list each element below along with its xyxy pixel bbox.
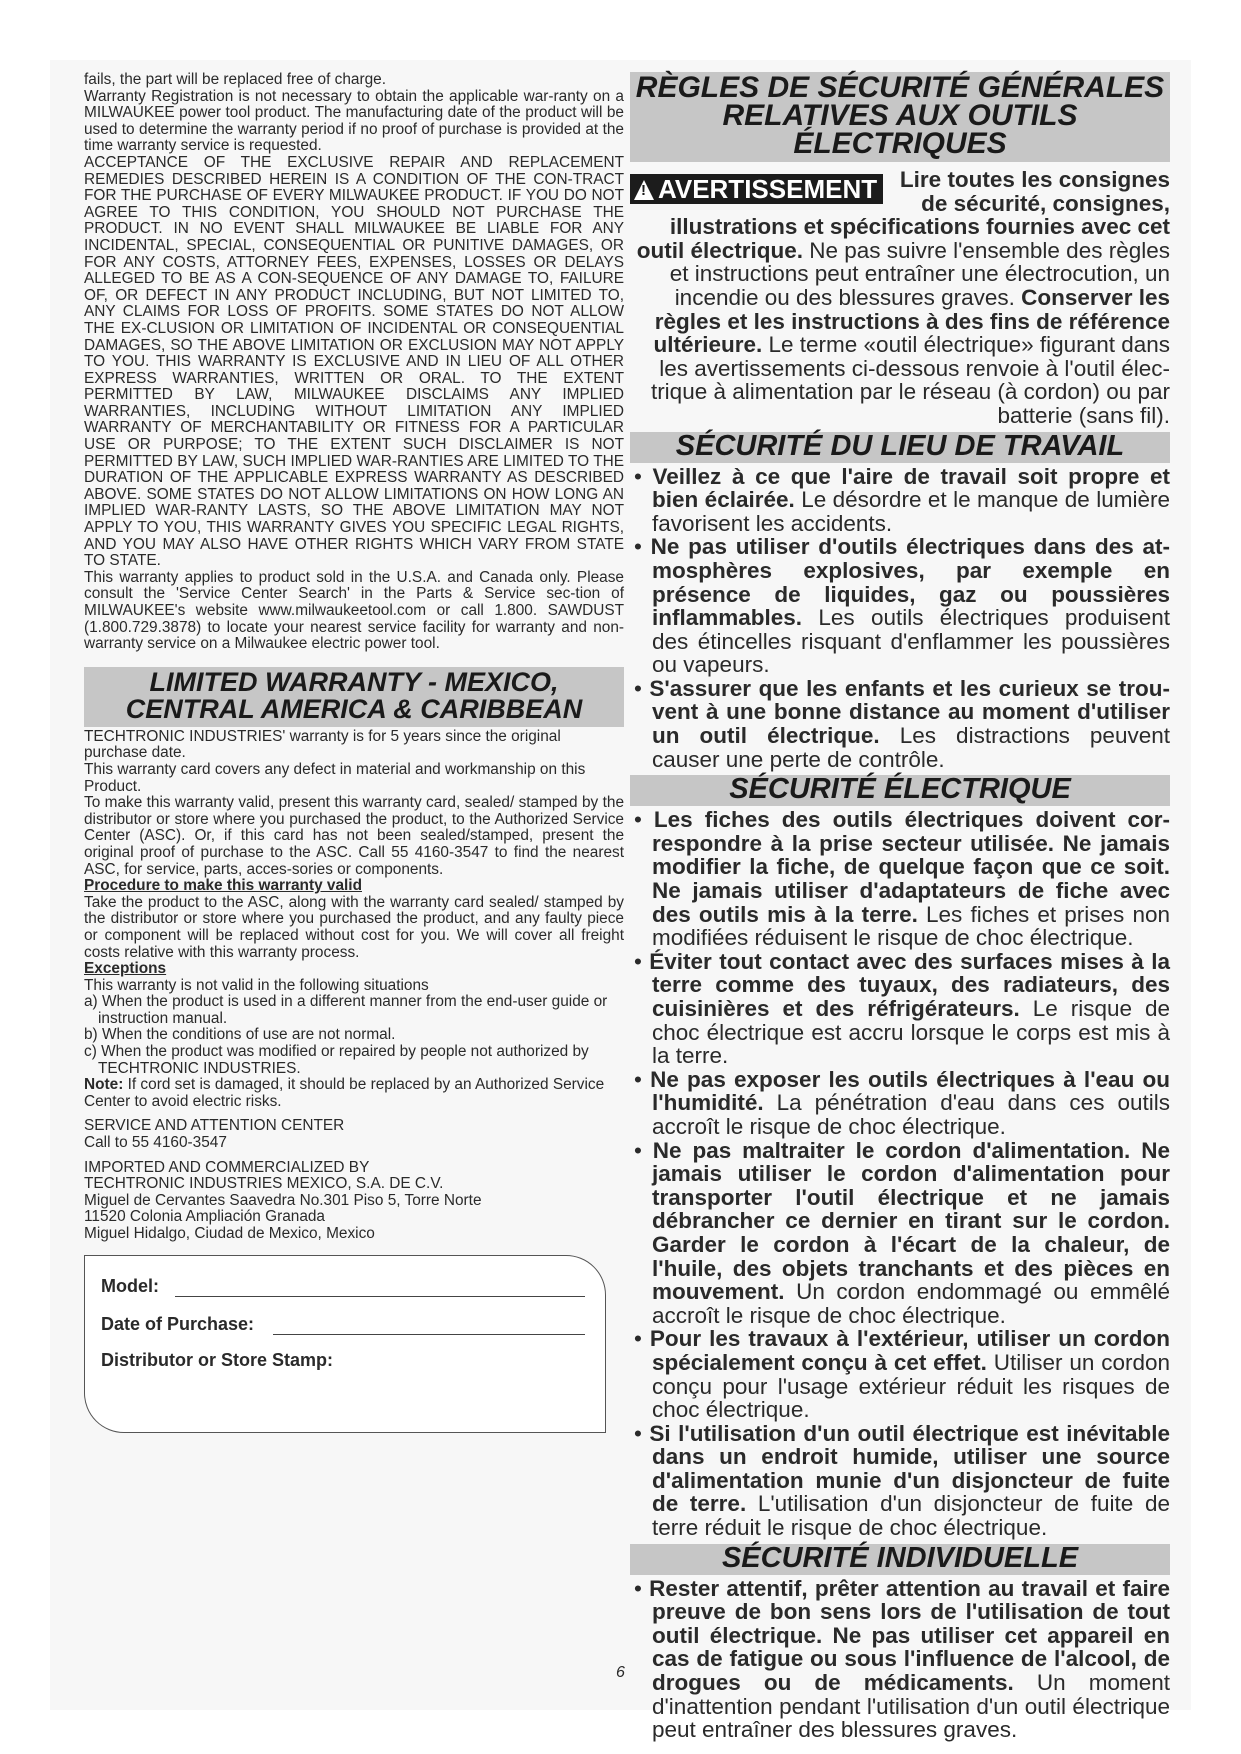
electrical-bullet-1: • Les fiches des outils électriques doivent cor-respondre à la prise secteur utilisée. Ne jamais modifier la fiche, de quelque façon que ce soit. Ne jamais utiliser d'adaptateurs de fiche avec des outils mis à la terre. Les fiches et prises non modifiées réduisent le risque de choc électrique.: [634, 807, 1170, 951]
electrical-bullet-2: • Éviter tout contact avec des surfaces mises à la terre comme des tuyaux, des radiateurs, des cuisinières et des réfrigérateurs. Le risque de choc électrique est accru lorsque le corps est mis à la terre.: [634, 948, 1170, 1069]
electrical-bullet-5: • Pour les travaux à l'extérieur, utiliser un cordon spécialement conçu à cet effet. Utiliser un cordon conçu pour l'usage extérieur réduit les risques de choc électrique.: [634, 1326, 1170, 1423]
warranty-card-box: [84, 1255, 606, 1433]
warning-block: [630, 168, 1170, 428]
exclusive-remedies-paragraph: ACCEPTANCE OF THE EXCLUSIVE REPAIR AND REPLACEMENT REMEDIES DESCRIBED HEREIN IS A CONDITION OF THE CON-TRACT FOR THE PURCHASE OF EVERY MILWAUKEE PRODUCT. IF YOU DO NOT AGREE TO THIS CONDITION, YOU SHOULD NOT PURCHASE THE PRODUCT. IN NO EVENT SHALL MILWAUKEE BE LIABLE FOR ANY INCIDENTAL, SPECIAL, CONSEQUENTIAL OR PUNITIVE DAMAGES, OR FOR ANY COSTS, ATTORNEY FEES, EXPENSES, LOSSES OR DELAYS ALLEGED TO BE AS A CON-SEQUENCE OF ANY DAMAGE TO, FAILURE OF, OR DEFECT IN ANY PRODUCT INCLUDING, BUT NOT LIMITED TO, ANY CLAIMS FOR LOSS OF PROFITS. SOME STATES DO NOT ALLOW THE EX-CLUSION OR LIMITATION OF INCIDENTAL OR CONSEQUENTIAL DAMAGES, SO THE ABOVE LIMITATION OR EXCLUSION MAY NOT APPLY TO YOU. THIS WARRANTY IS EXCLUSIVE AND IN LIEU OF ALL OTHER EXPRESS WARRANTIES, WRITTEN OR ORAL. TO THE EXTENT PERMITTED BY LAW, MILWAUKEE DISCLAIMS ANY IMPLIED WARRANTIES, INCLUDING WITHOUT LIMITATION ANY IMPLIED WARRANTY OF MERCHANTABILITY OR FITNESS FOR A PARTICULAR USE OR PURPOSE; TO THE EXTENT SUCH DISCLAIMER IS NOT PERMITTED BY LAW, SUCH IMPLIED WAR-RANTIES ARE LIMITED TO THE DURATION OF THE APPLICABLE EXPRESS WARRANTY AS DESCRIBED ABOVE. SOME STATES DO NOT ALLOW LIMITATIONS ON HOW LONG AN IMPLIED WAR-RANTY LASTS, SO THE ABOVE LIMITATION MAY NOT APPLY TO YOU, THIS WARRANTY GIVES YOU SPECIFIC LEGAL RIGHTS, AND YOU MAY ALSO HAVE OTHER RIGHTS WHICH VARY FROM STATE TO STATE.: [84, 153, 624, 570]
registration-paragraph: Warranty Registration is not necessary to obtain the applicable war-ranty on a MILWAUKEE power tool product. The manufacturing date of the product will be used to determine the warranty period if no proof of purchase is provided at the time warranty service is requested.: [84, 87, 624, 155]
warning-bold-2: Conserver les règles et les instructions à des fins de référence ultérieure.: [653, 284, 1170, 358]
limited-warranty-heading: LIMITED WARRANTY - MEXICO, CENTRAL AMERICA & CARIBBEAN: [84, 667, 624, 727]
importer-city: Miguel Hidalgo, Ciudad de Mexico, Mexico: [84, 1225, 375, 1242]
date-of-purchase-field[interactable]: [273, 1334, 585, 1335]
importer-title: IMPORTED AND COMMERCIALIZED BY: [84, 1158, 370, 1176]
service-center-phone: Call to 55 4160-3547: [84, 1134, 227, 1152]
procedure-text: Take the product to the ASC, along with the warranty card sealed/ stamped by the distributor or store where you purchased the product, and any faulty piece or component will be replaced without cost for you. We will cover all freight costs relative with this warranty process.: [84, 893, 624, 961]
warning-triangle-icon: [634, 180, 654, 200]
note-label: Note:: [84, 1076, 124, 1094]
store-stamp-label: Distributor or Store Stamp:: [101, 1349, 334, 1370]
electrical-safety-heading: SÉCURITÉ ÉLECTRIQUE: [630, 775, 1170, 806]
importer-street: Miguel de Cervantes Saavedra No.301 Piso 5, Torre Norte: [84, 1191, 482, 1209]
warning-text-1: Ne pas suivre l'ensemble des règles et instructions peut entraîner une électrocution, un incendie ou des blessures graves.: [669, 237, 1170, 310]
warning-text-2: Le terme «outil électrique» figurant dans les avertissements ci-dessous renvoie à l'outil élec-trique à alimentation par le réseau (à cordon) ou par batterie (sans fil).: [650, 332, 1170, 428]
importer-company: TECHTRONIC INDUSTRIES MEXICO, S.A. DE C.V.: [84, 1175, 444, 1193]
general-safety-rules-heading: RÈGLES DE SÉCURITÉ GÉNÉRALES RELATIVES AUX OUTILS ÉLECTRIQUES: [630, 72, 1170, 162]
work-area-bullet-1: • Veillez à ce que l'aire de travail soit propre et bien éclairée. Le désordre et le manque de lumière favorisent les accidents.: [634, 463, 1170, 536]
electrical-bullet-3: • Ne pas exposer les outils électriques à l'eau ou l'humidité. La pénétration d'eau dans ces outils accroît le risque de choc électrique.: [634, 1066, 1170, 1139]
exceptions-heading: Exceptions: [84, 960, 167, 978]
page-number: 6: [616, 1664, 625, 1681]
right-column: [630, 72, 1170, 1742]
warning-bold-1: Lire toutes les consignes de sécurité, consignes, illustrations et spécifications fournies avec cet outil électrique.: [636, 167, 1170, 263]
model-label: Model:: [101, 1275, 159, 1296]
warning-badge: [630, 174, 883, 204]
work-area-bullet-3: • S'assurer que les enfants et les curieux se trou-vent à une bonne distance au moment d'utiliser un outil électrique. Les distractions peuvent causer une perte de contrôle.: [634, 675, 1170, 772]
usa-canada-paragraph: This warranty applies to product sold in the U.S.A. and Canada only. Please consult the 'Service Center Search' in the Parts & Service sec-tion of MILWAUKEE's website www.milwaukeetool.com or call 1.800. SAWDUST (1.800.729.3878) to locate your nearest service facility for warranty and non-warranty service on a Milwaukee electric power tool.: [84, 568, 624, 653]
electrical-bullet-6: • Si l'utilisation d'un outil électrique est inévitable dans un endroit humide, utiliser une source d'alimentation munie d'un disjoncteur de fuite de terre. L'utilisation d'un disjoncteur de fuite de terre réduit le risque de choc électrique.: [634, 1420, 1170, 1541]
date-of-purchase-label: Date of Purchase:: [101, 1313, 255, 1334]
warranty-term: TECHTRONIC INDUSTRIES' warranty is for 5 years since the original purchase date.: [84, 727, 561, 762]
warning-label: AVERTISSEMENT: [658, 174, 878, 204]
personal-bullet-1: • Rester attentif, prêter attention au travail et faire preuve de bon sens lors de l'utilisation de tout outil électrique. Ne pas utiliser cet appareil en cas de fatigue ou sous l'influence de l'alcool, de drogues ou de médicaments. Un moment d'inattention pendant l'utilisation d'un outil électrique peut entraîner des blessures graves.: [634, 1575, 1170, 1743]
procedure-heading: Procedure to make this warranty valid: [84, 877, 362, 895]
note-paragraph: [84, 1077, 624, 1110]
exceptions-intro: This warranty is not valid in the following situations: [84, 976, 429, 994]
exception-c: c) When the product was modified or repaired by people not authorized by TECHTRONIC INDUSTRIES.: [84, 1043, 589, 1077]
exception-b: b) When the conditions of use are not normal.: [84, 1026, 396, 1044]
model-field[interactable]: [175, 1296, 585, 1297]
work-area-bullet-2: • Ne pas utiliser d'outils électriques dans des at-mosphères explosives, par exemple en présence de liquides, gaz ou poussières inflammables. Les outils électriques produisent des étincelles risquant d'enflammer les poussières ou vapeurs.: [634, 534, 1170, 678]
note-text: If cord set is damaged, it should be replaced by an Authorized Service Center to avoid electric risks.: [84, 1076, 605, 1110]
left-column: [84, 72, 624, 1433]
warranty-validation: To make this warranty valid, present this warranty card, sealed/ stamped by the distributor or store where you purchased the product, to the Authorized Service Center (ASC). Or, if this card has not been sealed/stamped, present the original proof of purchase to the ASC. Call 55 4160-3547 to find the nearest ASC, for service, parts, acces-sories or components.: [84, 794, 624, 878]
exception-a: a) When the product is used in a different manner from the end-user guide or instruction manual.: [84, 993, 608, 1027]
work-area-safety-heading: SÉCURITÉ DU LIEU DE TRAVAIL: [630, 432, 1170, 463]
warning-paragraph: [630, 168, 1170, 428]
service-center-title: SERVICE AND ATTENTION CENTER: [84, 1117, 345, 1135]
warranty-coverage: This warranty card covers any defect in material and workmanship on this Product.: [84, 760, 586, 795]
intro-line: fails, the part will be replaced free of charge.: [84, 71, 386, 88]
importer-colony: 11520 Colonia Ampliación Granada: [84, 1208, 325, 1226]
personal-safety-heading: SÉCURITÉ INDIVIDUELLE: [630, 1544, 1170, 1575]
electrical-bullet-4: • Ne pas maltraiter le cordon d'alimentation. Ne jamais utiliser le cordon d'alimentation pour transporter l'outil électrique et ne jamais débrancher ce dernier en tirant sur le cordon. Garder le cordon à l'écart de la chaleur, de l'huile, des objets tranchants et des pièces en mouvement. Un cordon endommagé ou emmêlé accroît le risque de choc électrique.: [634, 1137, 1170, 1328]
